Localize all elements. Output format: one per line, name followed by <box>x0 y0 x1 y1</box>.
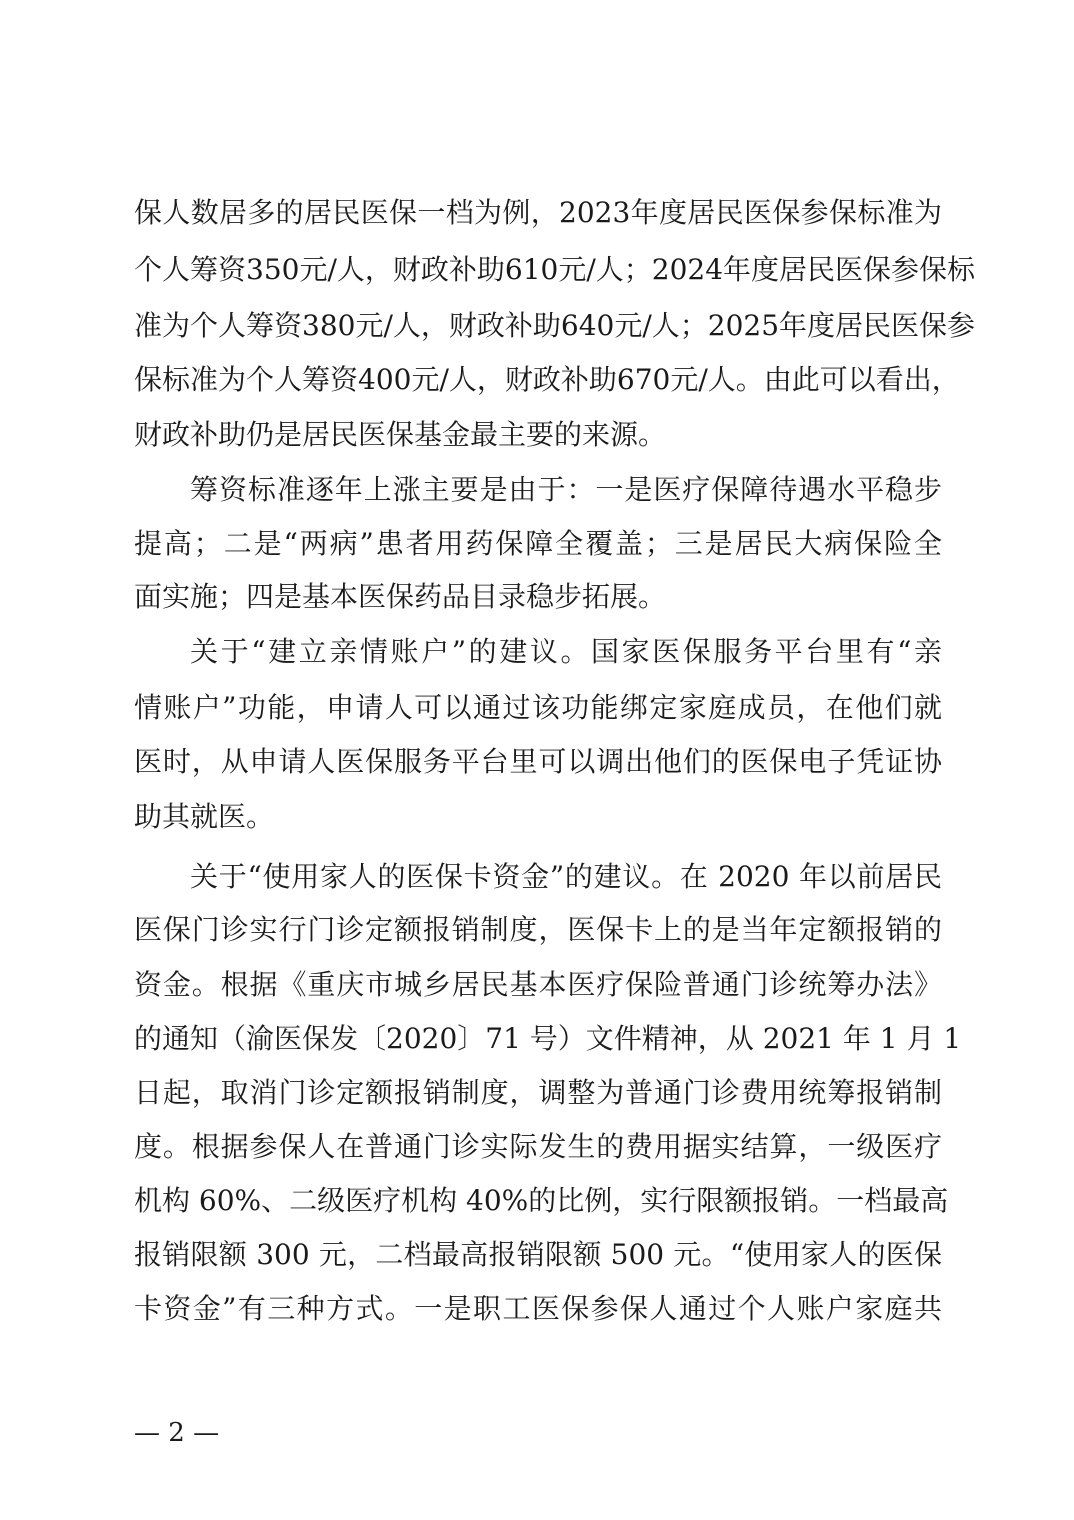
text-line: 提高；二是“两病”患者用药保障全覆盖；三是居民大病保险全 <box>134 527 942 560</box>
text-line: 准为个人筹资380元/人，财政补助640元/人；2025年度居民医保参 <box>134 309 976 342</box>
text-line: 筹资标准逐年上涨主要是由于：一是医疗保障待遇水平稳步 <box>190 473 942 506</box>
text-line: 日起，取消门诊定额报销制度，调整为普通门诊费用统筹报销制 <box>134 1076 942 1109</box>
text-line: 度。根据参保人在普通门诊实际发生的费用据实结算，一级医疗 <box>134 1130 942 1163</box>
text-line: 的通知（渝医保发〔2020〕71 号）文件精神，从 2021 年 1 月 1 <box>134 1022 962 1055</box>
text-line: 关于“使用家人的医保卡资金”的建议。在 2020 年以前居民 <box>190 860 942 893</box>
text-line: 卡资金”有三种方式。一是职工医保参保人通过个人账户家庭共 <box>134 1292 942 1325</box>
text-line: 助其就医。 <box>134 800 275 833</box>
text-line: 报销限额 300 元，二档最高报销限额 500 元。“使用家人的医保 <box>134 1238 942 1271</box>
text-line: 保标准为个人筹资400元/人，财政补助670元/人。由此可以看出， <box>134 363 960 396</box>
text-line: 情账户”功能，申请人可以通过该功能绑定家庭成员，在他们就 <box>134 691 942 724</box>
text-line: 资金。根据《重庆市城乡居民基本医疗保险普通门诊统筹办法》 <box>134 968 942 1001</box>
text-line: 保人数居多的居民医保一档为例，2023年度居民医保参保标准为 <box>134 196 942 229</box>
text-line: 面实施；四是基本医保药品目录稳步拓展。 <box>134 580 667 613</box>
text-line: 医时，从申请人医保服务平台里可以调出他们的医保电子凭证协 <box>134 745 942 778</box>
text-line: 关于“建立亲情账户”的建议。国家医保服务平台里有“亲 <box>190 635 942 668</box>
text-line: 财政补助仍是居民医保基金最主要的来源。 <box>134 418 667 451</box>
page-number: — 2 — <box>134 1418 220 1448</box>
text-line: 医保门诊实行门诊定额报销制度，医保卡上的是当年定额报销的 <box>134 913 942 946</box>
text-line: 个人筹资350元/人，财政补助610元/人；2024年度居民医保参保标 <box>134 253 976 286</box>
text-line: 机构 60%、二级医疗机构 40%的比例，实行限额报销。一档最高 <box>134 1184 949 1217</box>
